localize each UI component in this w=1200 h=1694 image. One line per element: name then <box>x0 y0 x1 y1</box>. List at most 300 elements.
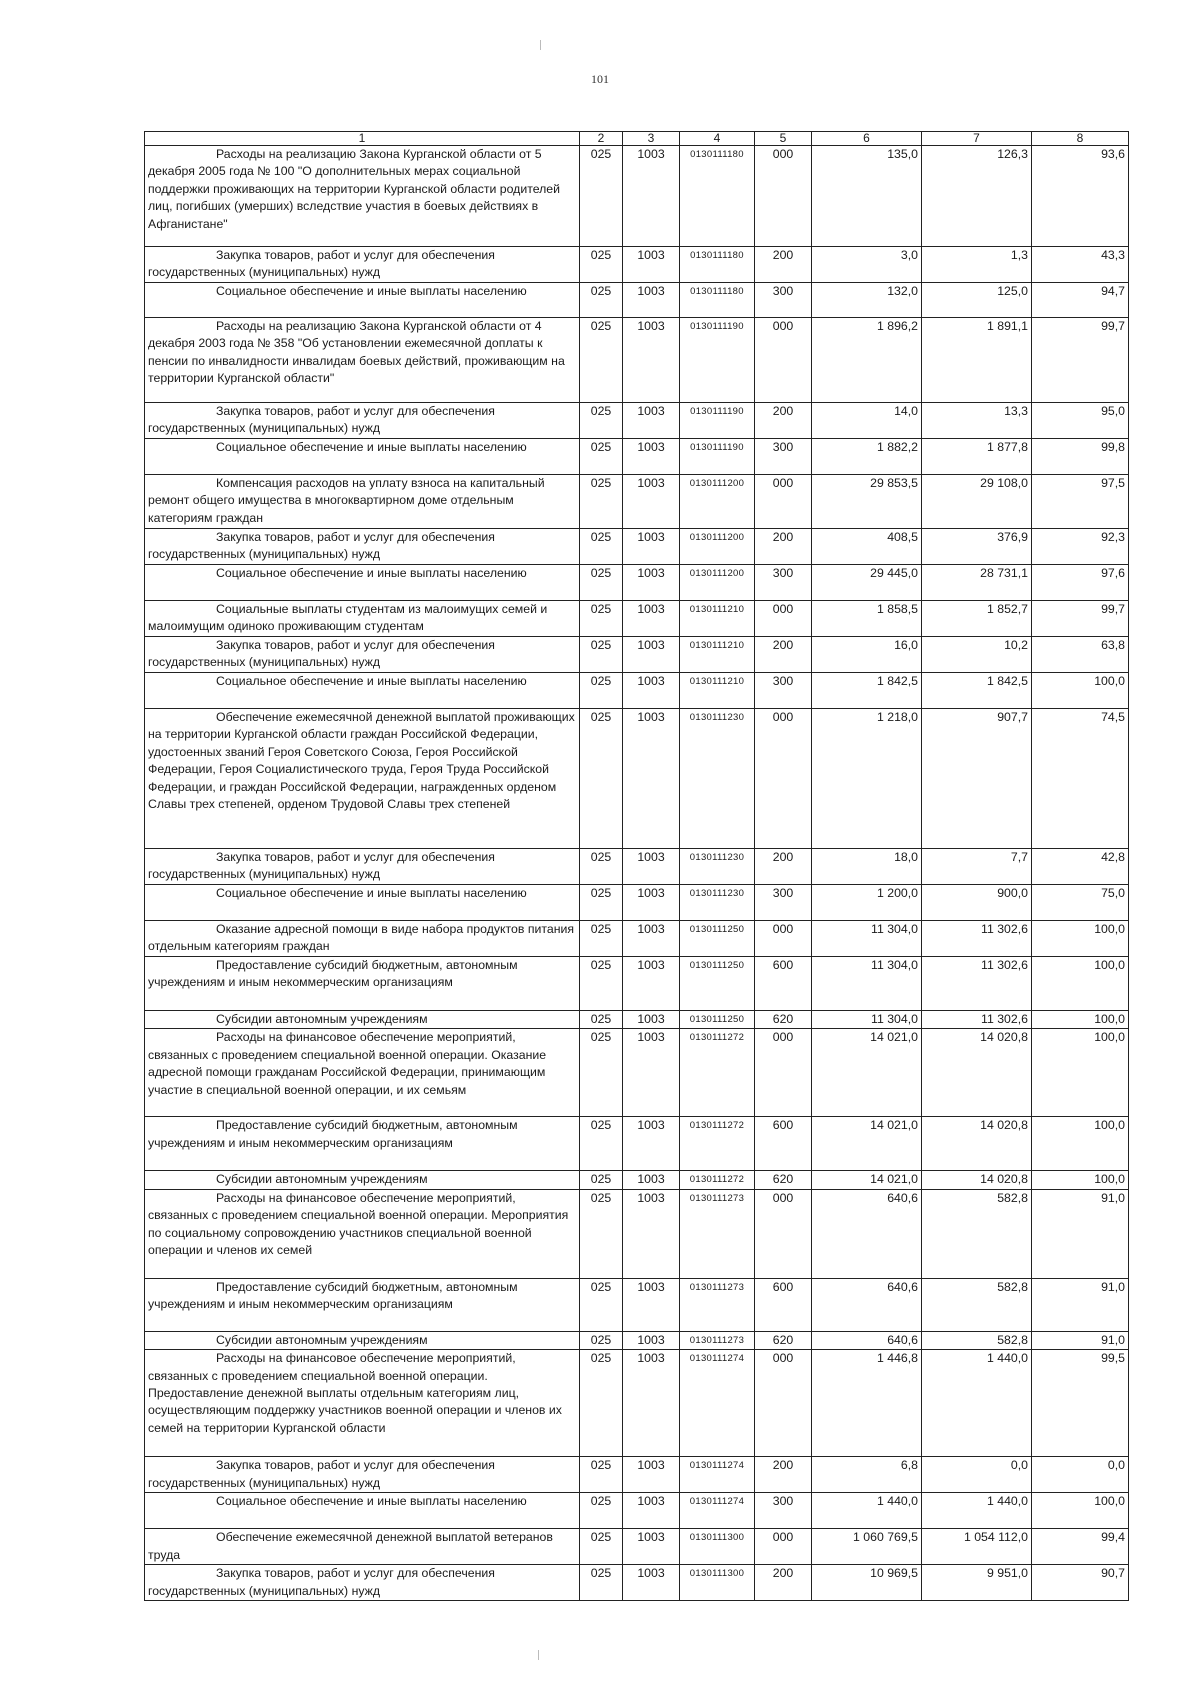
plan-amount-cell: 1 446,8 <box>812 1350 922 1457</box>
fact-amount-cell: 11 302,6 <box>922 1011 1032 1029</box>
section-code-cell: 1003 <box>623 565 680 601</box>
section-code-cell: 1003 <box>623 1029 680 1117</box>
target-code-cell: 0130111210 <box>680 673 755 709</box>
grbs-code-cell: 025 <box>580 318 623 403</box>
row-name-cell <box>145 601 580 637</box>
fact-amount-cell: 1 054 112,0 <box>922 1529 1032 1565</box>
fact-amount-cell: 14 020,8 <box>922 1171 1032 1189</box>
table-row <box>145 1331 1129 1349</box>
percent-cell: 99,7 <box>1032 318 1129 403</box>
scan-mark <box>540 40 541 50</box>
row-name-cell <box>145 1011 580 1029</box>
plan-amount-cell: 1 060 769,5 <box>812 1529 922 1565</box>
table-row <box>145 601 1129 637</box>
expense-type-cell: 000 <box>755 601 812 637</box>
grbs-code-cell: 025 <box>580 475 623 529</box>
row-name-cell <box>145 849 580 885</box>
table-row <box>145 709 1129 849</box>
table-row <box>145 1565 1129 1601</box>
section-code-cell: 1003 <box>623 439 680 475</box>
row-name-text: Закупка товаров, работ и услуг для обеспечения государственных (муниципальных) нужд <box>148 530 495 562</box>
table-row <box>145 1029 1129 1117</box>
plan-amount-cell: 3,0 <box>812 247 922 283</box>
plan-amount-cell: 1 440,0 <box>812 1493 922 1529</box>
row-name-cell <box>145 885 580 921</box>
percent-cell: 63,8 <box>1032 637 1129 673</box>
grbs-code-cell: 025 <box>580 283 623 318</box>
percent-cell: 99,5 <box>1032 1350 1129 1457</box>
grbs-code-cell: 025 <box>580 709 623 849</box>
row-name-text: Закупка товаров, работ и услуг для обеспечения государственных (муниципальных) нужд <box>148 404 495 436</box>
row-name-cell <box>145 318 580 403</box>
row-name-text: Социальное обеспечение и иные выплаты населению <box>216 566 527 580</box>
expense-type-cell: 000 <box>755 146 812 247</box>
section-code-cell: 1003 <box>623 849 680 885</box>
target-code-cell: 0130111180 <box>680 247 755 283</box>
percent-cell: 93,6 <box>1032 146 1129 247</box>
row-name-cell <box>145 529 580 565</box>
row-name-text: Субсидии автономным учреждениям <box>216 1332 428 1347</box>
target-code-cell: 0130111300 <box>680 1565 755 1601</box>
grbs-code-cell: 025 <box>580 1011 623 1029</box>
target-code-cell: 0130111250 <box>680 1011 755 1029</box>
percent-cell: 97,5 <box>1032 475 1129 529</box>
target-code-cell: 0130111274 <box>680 1457 755 1493</box>
percent-cell: 74,5 <box>1032 709 1129 849</box>
row-name-cell <box>145 283 580 318</box>
grbs-code-cell: 025 <box>580 247 623 283</box>
expense-type-cell: 200 <box>755 403 812 439</box>
plan-amount-cell: 16,0 <box>812 637 922 673</box>
grbs-code-cell: 025 <box>580 1117 623 1171</box>
expense-type-cell: 300 <box>755 439 812 475</box>
column-header: 7 <box>922 132 1032 146</box>
row-name-cell <box>145 1189 580 1278</box>
row-name-cell <box>145 565 580 601</box>
row-name-text: Социальное обеспечение и иные выплаты населению <box>216 674 527 688</box>
plan-amount-cell: 29 853,5 <box>812 475 922 529</box>
plan-amount-cell: 640,6 <box>812 1331 922 1349</box>
target-code-cell: 0130111180 <box>680 146 755 247</box>
plan-amount-cell: 640,6 <box>812 1278 922 1331</box>
table-row <box>145 849 1129 885</box>
plan-amount-cell: 1 842,5 <box>812 673 922 709</box>
row-name-cell <box>145 1565 580 1601</box>
target-code-cell: 0130111250 <box>680 957 755 1011</box>
table-row <box>145 885 1129 921</box>
section-code-cell: 1003 <box>623 146 680 247</box>
fact-amount-cell: 11 302,6 <box>922 921 1032 957</box>
percent-cell: 100,0 <box>1032 1171 1129 1189</box>
fact-amount-cell: 1 852,7 <box>922 601 1032 637</box>
expense-type-cell: 600 <box>755 1278 812 1331</box>
fact-amount-cell: 907,7 <box>922 709 1032 849</box>
section-code-cell: 1003 <box>623 1011 680 1029</box>
row-name-text: Социальное обеспечение и иные выплаты населению <box>216 440 527 454</box>
target-code-cell: 0130111180 <box>680 283 755 318</box>
section-code-cell: 1003 <box>623 403 680 439</box>
percent-cell: 92,3 <box>1032 529 1129 565</box>
row-name-text: Социальное обеспечение и иные выплаты населению <box>216 1494 527 1509</box>
page-number: 101 <box>591 72 609 86</box>
row-name-text: Предоставление субсидий бюджетным, автономным учреждениям и иным некоммерческим организациям <box>148 1279 518 1312</box>
fact-amount-cell: 11 302,6 <box>922 957 1032 1011</box>
expense-type-cell: 200 <box>755 1565 812 1601</box>
row-name-cell <box>145 637 580 673</box>
percent-cell: 100,0 <box>1032 673 1129 709</box>
row-name-text: Закупка товаров, работ и услуг для обеспечения государственных (муниципальных) нужд <box>148 1566 495 1598</box>
expense-type-cell: 000 <box>755 1189 812 1278</box>
expense-type-cell: 200 <box>755 637 812 673</box>
target-code-cell: 0130111274 <box>680 1493 755 1529</box>
plan-amount-cell: 11 304,0 <box>812 921 922 957</box>
expense-type-cell: 000 <box>755 1029 812 1117</box>
table-row <box>145 247 1129 283</box>
table-row <box>145 1117 1129 1171</box>
row-name-text: Закупка товаров, работ и услуг для обеспечения государственных (муниципальных) нужд <box>148 248 495 280</box>
scan-mark <box>538 1650 539 1660</box>
grbs-code-cell: 025 <box>580 957 623 1011</box>
row-name-cell <box>145 1331 580 1349</box>
grbs-code-cell: 025 <box>580 1189 623 1278</box>
grbs-code-cell: 025 <box>580 1493 623 1529</box>
target-code-cell: 0130111210 <box>680 601 755 637</box>
expense-type-cell: 600 <box>755 1117 812 1171</box>
grbs-code-cell: 025 <box>580 637 623 673</box>
row-name-cell <box>145 475 580 529</box>
percent-cell: 100,0 <box>1032 1493 1129 1529</box>
fact-amount-cell: 1 440,0 <box>922 1493 1032 1529</box>
column-header: 6 <box>812 132 922 146</box>
row-name-text: Расходы на финансовое обеспечение мероприятий, связанных с проведением специальной военной операции. Мероприятия по социальному сопровождению участников специальной военной операции и членов их семей <box>148 1190 569 1258</box>
expense-type-cell: 000 <box>755 1529 812 1565</box>
percent-cell: 91,0 <box>1032 1278 1129 1331</box>
table-row <box>145 529 1129 565</box>
fact-amount-cell: 1 842,5 <box>922 673 1032 709</box>
percent-cell: 0,0 <box>1032 1457 1129 1493</box>
row-name-text: Обеспечение ежемесячной денежной выплатой проживающих на территории Курганской области граждан Российской Федерации, удостоенных званий Героя Советского Союза, Героя Российской Федерации, Героя Социалистического труда, Героя Труда Российской Федерации, и граждан Российской Федерации, награжденных орденом Славы трех степеней, орденом Трудовой Славы трех степеней <box>148 710 575 812</box>
row-name-cell <box>145 247 580 283</box>
row-name-cell <box>145 403 580 439</box>
target-code-cell: 0130111200 <box>680 529 755 565</box>
expense-type-cell: 000 <box>755 709 812 849</box>
row-name-cell <box>145 921 580 957</box>
target-code-cell: 0130111190 <box>680 439 755 475</box>
row-name-cell <box>145 1278 580 1331</box>
fact-amount-cell: 376,9 <box>922 529 1032 565</box>
section-code-cell: 1003 <box>623 1171 680 1189</box>
row-name-cell <box>145 957 580 1011</box>
section-code-cell: 1003 <box>623 1278 680 1331</box>
expense-type-cell: 200 <box>755 849 812 885</box>
row-name-text: Расходы на реализацию Закона Курганской области от 4 декабря 2003 года № 358 "Об установлении ежемесячной доплаты к пенсии по инвалидности инвалидам боевых действий, проживающим на территории Курганской области" <box>148 319 565 386</box>
table-row <box>145 146 1129 247</box>
section-code-cell: 1003 <box>623 637 680 673</box>
row-name-cell <box>145 673 580 709</box>
plan-amount-cell: 14 021,0 <box>812 1171 922 1189</box>
plan-amount-cell: 1 200,0 <box>812 885 922 921</box>
expense-type-cell: 300 <box>755 673 812 709</box>
row-name-cell <box>145 709 580 849</box>
grbs-code-cell: 025 <box>580 1565 623 1601</box>
percent-cell: 100,0 <box>1032 1029 1129 1117</box>
plan-amount-cell: 14 021,0 <box>812 1029 922 1117</box>
percent-cell: 95,0 <box>1032 403 1129 439</box>
plan-amount-cell: 10 969,5 <box>812 1565 922 1601</box>
percent-cell: 99,8 <box>1032 439 1129 475</box>
percent-cell: 90,7 <box>1032 1565 1129 1601</box>
row-name-cell <box>145 439 580 475</box>
fact-amount-cell: 28 731,1 <box>922 565 1032 601</box>
percent-cell: 91,0 <box>1032 1331 1129 1349</box>
expense-type-cell: 300 <box>755 885 812 921</box>
section-code-cell: 1003 <box>623 673 680 709</box>
row-name-cell <box>145 1117 580 1171</box>
percent-cell: 100,0 <box>1032 957 1129 1011</box>
target-code-cell: 0130111230 <box>680 709 755 849</box>
fact-amount-cell: 1 877,8 <box>922 439 1032 475</box>
fact-amount-cell: 582,8 <box>922 1189 1032 1278</box>
table-row <box>145 637 1129 673</box>
fact-amount-cell: 582,8 <box>922 1331 1032 1349</box>
fact-amount-cell: 1 440,0 <box>922 1350 1032 1457</box>
row-name-text: Оказание адресной помощи в виде набора продуктов питания отдельным категориям граждан <box>148 922 575 954</box>
target-code-cell: 0130111210 <box>680 637 755 673</box>
row-name-text: Обеспечение ежемесячной денежной выплатой ветеранов труда <box>148 1530 553 1562</box>
row-name-cell <box>145 1457 580 1493</box>
fact-amount-cell: 13,3 <box>922 403 1032 439</box>
target-code-cell: 0130111200 <box>680 475 755 529</box>
column-header: 8 <box>1032 132 1129 146</box>
grbs-code-cell: 025 <box>580 403 623 439</box>
fact-amount-cell: 29 108,0 <box>922 475 1032 529</box>
table-row <box>145 283 1129 318</box>
section-code-cell: 1003 <box>623 921 680 957</box>
table-row <box>145 475 1129 529</box>
grbs-code-cell: 025 <box>580 1350 623 1457</box>
expense-type-cell: 000 <box>755 1350 812 1457</box>
section-code-cell: 1003 <box>623 283 680 318</box>
plan-amount-cell: 640,6 <box>812 1189 922 1278</box>
grbs-code-cell: 025 <box>580 1278 623 1331</box>
percent-cell: 99,4 <box>1032 1529 1129 1565</box>
section-code-cell: 1003 <box>623 601 680 637</box>
table-row <box>145 318 1129 403</box>
percent-cell: 97,6 <box>1032 565 1129 601</box>
table-row <box>145 403 1129 439</box>
expense-type-cell: 000 <box>755 475 812 529</box>
grbs-code-cell: 025 <box>580 529 623 565</box>
header-row <box>145 132 1129 146</box>
grbs-code-cell: 025 <box>580 849 623 885</box>
expense-type-cell: 300 <box>755 565 812 601</box>
percent-cell: 42,8 <box>1032 849 1129 885</box>
section-code-cell: 1003 <box>623 1189 680 1278</box>
fact-amount-cell: 9 951,0 <box>922 1565 1032 1601</box>
plan-amount-cell: 29 445,0 <box>812 565 922 601</box>
section-code-cell: 1003 <box>623 1331 680 1349</box>
expense-type-cell: 620 <box>755 1171 812 1189</box>
row-name-text: Предоставление субсидий бюджетным, автономным учреждениям и иным некоммерческим организациям <box>148 958 518 990</box>
target-code-cell: 0130111272 <box>680 1171 755 1189</box>
section-code-cell: 1003 <box>623 957 680 1011</box>
grbs-code-cell: 025 <box>580 1331 623 1349</box>
grbs-code-cell: 025 <box>580 439 623 475</box>
plan-amount-cell: 408,5 <box>812 529 922 565</box>
column-header: 3 <box>623 132 680 146</box>
table-body <box>145 146 1129 1601</box>
section-code-cell: 1003 <box>623 1493 680 1529</box>
target-code-cell: 0130111272 <box>680 1029 755 1117</box>
section-code-cell: 1003 <box>623 529 680 565</box>
section-code-cell: 1003 <box>623 1529 680 1565</box>
target-code-cell: 0130111190 <box>680 403 755 439</box>
plan-amount-cell: 18,0 <box>812 849 922 885</box>
plan-amount-cell: 6,8 <box>812 1457 922 1493</box>
row-name-text: Компенсация расходов на уплату взноса на капитальный ремонт общего имущества в многоквартирном доме отдельным категориям граждан <box>148 476 545 525</box>
fact-amount-cell: 1 891,1 <box>922 318 1032 403</box>
table-row <box>145 1457 1129 1493</box>
target-code-cell: 0130111190 <box>680 318 755 403</box>
fact-amount-cell: 582,8 <box>922 1278 1032 1331</box>
section-code-cell: 1003 <box>623 1565 680 1601</box>
fact-amount-cell: 900,0 <box>922 885 1032 921</box>
expense-type-cell: 620 <box>755 1011 812 1029</box>
row-name-text: Закупка товаров, работ и услуг для обеспечения государственных (муниципальных) нужд <box>148 850 495 882</box>
percent-cell: 91,0 <box>1032 1189 1129 1278</box>
target-code-cell: 0130111250 <box>680 921 755 957</box>
row-name-text: Социальное обеспечение и иные выплаты населению <box>216 284 527 298</box>
target-code-cell: 0130111273 <box>680 1278 755 1331</box>
plan-amount-cell: 1 858,5 <box>812 601 922 637</box>
target-code-cell: 0130111273 <box>680 1189 755 1278</box>
table-row <box>145 1493 1129 1529</box>
table-row <box>145 565 1129 601</box>
fact-amount-cell: 0,0 <box>922 1457 1032 1493</box>
target-code-cell: 0130111300 <box>680 1529 755 1565</box>
table-row <box>145 1529 1129 1565</box>
section-code-cell: 1003 <box>623 1350 680 1457</box>
table-row <box>145 1350 1129 1457</box>
table-row <box>145 1278 1129 1331</box>
column-header: 1 <box>145 132 580 146</box>
percent-cell: 75,0 <box>1032 885 1129 921</box>
percent-cell: 100,0 <box>1032 1011 1129 1029</box>
row-name-cell <box>145 1171 580 1189</box>
fact-amount-cell: 126,3 <box>922 146 1032 247</box>
grbs-code-cell: 025 <box>580 673 623 709</box>
percent-cell: 43,3 <box>1032 247 1129 283</box>
expense-type-cell: 200 <box>755 1457 812 1493</box>
column-header: 5 <box>755 132 812 146</box>
target-code-cell: 0130111230 <box>680 849 755 885</box>
section-code-cell: 1003 <box>623 475 680 529</box>
grbs-code-cell: 025 <box>580 601 623 637</box>
row-name-text: Расходы на финансовое обеспечение мероприятий, связанных с проведением специальной военной операции. Оказание адресной помощи гражданам Российской Федерации, принимающим участие в специальной военной операции, и их семьям <box>148 1030 547 1097</box>
section-code-cell: 1003 <box>623 885 680 921</box>
column-header: 4 <box>680 132 755 146</box>
plan-amount-cell: 1 218,0 <box>812 709 922 849</box>
grbs-code-cell: 025 <box>580 1457 623 1493</box>
row-name-cell <box>145 1029 580 1117</box>
section-code-cell: 1003 <box>623 318 680 403</box>
table-row <box>145 921 1129 957</box>
row-name-text: Закупка товаров, работ и услуг для обеспечения государственных (муниципальных) нужд <box>148 1458 495 1490</box>
plan-amount-cell: 14 021,0 <box>812 1117 922 1171</box>
row-name-text: Предоставление субсидий бюджетным, автономным учреждениям и иным некоммерческим организациям <box>148 1118 518 1150</box>
plan-amount-cell: 11 304,0 <box>812 957 922 1011</box>
plan-amount-cell: 1 896,2 <box>812 318 922 403</box>
row-name-text: Закупка товаров, работ и услуг для обеспечения государственных (муниципальных) нужд <box>148 638 495 670</box>
percent-cell: 94,7 <box>1032 283 1129 318</box>
fact-amount-cell: 1,3 <box>922 247 1032 283</box>
fact-amount-cell: 125,0 <box>922 283 1032 318</box>
plan-amount-cell: 1 882,2 <box>812 439 922 475</box>
expense-type-cell: 200 <box>755 529 812 565</box>
target-code-cell: 0130111272 <box>680 1117 755 1171</box>
row-name-text: Социальное обеспечение и иные выплаты населению <box>216 886 527 900</box>
target-code-cell: 0130111200 <box>680 565 755 601</box>
row-name-cell <box>145 146 580 247</box>
grbs-code-cell: 025 <box>580 1171 623 1189</box>
row-name-cell <box>145 1529 580 1565</box>
budget-table <box>144 131 1129 1601</box>
row-name-text: Субсидии автономным учреждениям <box>216 1012 428 1026</box>
expense-type-cell: 000 <box>755 318 812 403</box>
row-name-text: Субсидии автономным учреждениям <box>216 1172 428 1187</box>
expense-type-cell: 600 <box>755 957 812 1011</box>
expense-type-cell: 200 <box>755 247 812 283</box>
percent-cell: 100,0 <box>1032 921 1129 957</box>
expense-type-cell: 620 <box>755 1331 812 1349</box>
grbs-code-cell: 025 <box>580 146 623 247</box>
row-name-text: Социальные выплаты студентам из малоимущих семей и малоимущим одиноко проживающим студентам <box>148 602 548 634</box>
expense-type-cell: 300 <box>755 283 812 318</box>
table-row <box>145 673 1129 709</box>
fact-amount-cell: 14 020,8 <box>922 1029 1032 1117</box>
fact-amount-cell: 10,2 <box>922 637 1032 673</box>
fact-amount-cell: 14 020,8 <box>922 1117 1032 1171</box>
grbs-code-cell: 025 <box>580 565 623 601</box>
row-name-cell <box>145 1493 580 1529</box>
percent-cell: 100,0 <box>1032 1117 1129 1171</box>
target-code-cell: 0130111230 <box>680 885 755 921</box>
plan-amount-cell: 135,0 <box>812 146 922 247</box>
target-code-cell: 0130111274 <box>680 1350 755 1457</box>
column-header: 2 <box>580 132 623 146</box>
section-code-cell: 1003 <box>623 1457 680 1493</box>
expense-type-cell: 300 <box>755 1493 812 1529</box>
section-code-cell: 1003 <box>623 1117 680 1171</box>
section-code-cell: 1003 <box>623 709 680 849</box>
plan-amount-cell: 14,0 <box>812 403 922 439</box>
table-row <box>145 1171 1129 1189</box>
table-row <box>145 1189 1129 1278</box>
fact-amount-cell: 7,7 <box>922 849 1032 885</box>
table-row <box>145 439 1129 475</box>
grbs-code-cell: 025 <box>580 921 623 957</box>
plan-amount-cell: 132,0 <box>812 283 922 318</box>
target-code-cell: 0130111273 <box>680 1331 755 1349</box>
row-name-text: Расходы на финансовое обеспечение мероприятий, связанных с проведением специальной военной операции. Предоставление денежной выплаты отдельным категориям лиц, осуществляющим поддержку участников военной операции и членов их семей на территории Курганской области <box>148 1351 562 1435</box>
grbs-code-cell: 025 <box>580 1529 623 1565</box>
table-row <box>145 957 1129 1011</box>
section-code-cell: 1003 <box>623 247 680 283</box>
table-row <box>145 1011 1129 1029</box>
row-name-cell <box>145 1350 580 1457</box>
grbs-code-cell: 025 <box>580 1029 623 1117</box>
grbs-code-cell: 025 <box>580 885 623 921</box>
